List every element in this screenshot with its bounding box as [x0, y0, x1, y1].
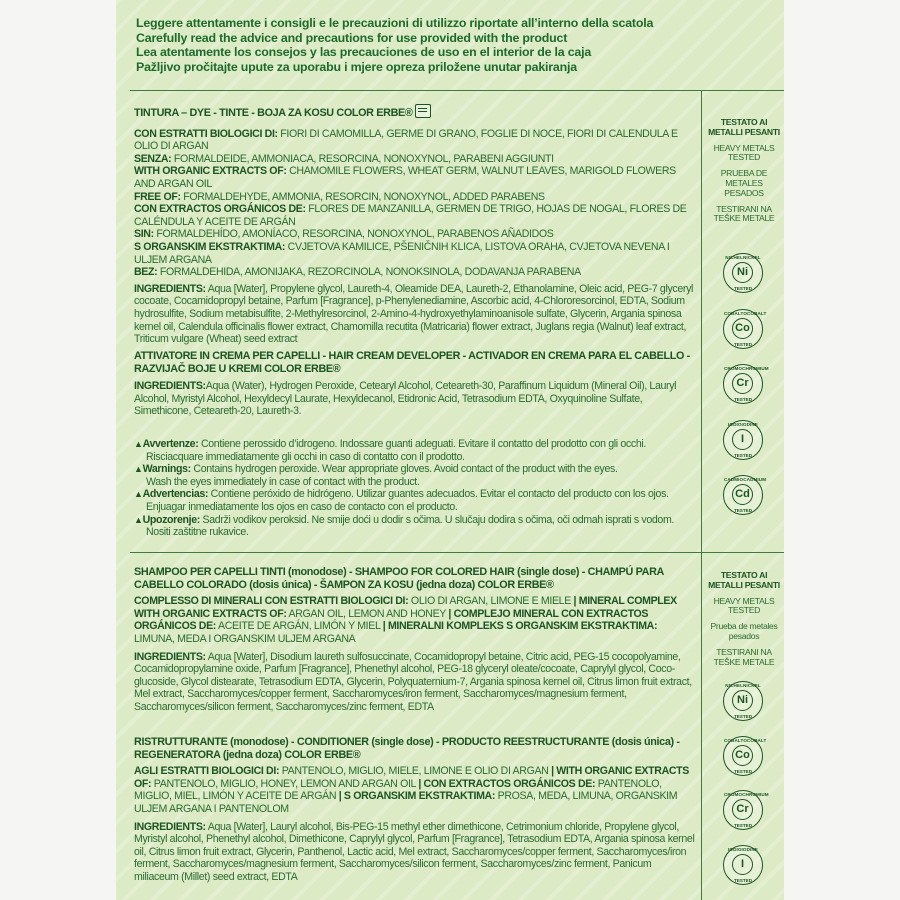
heavy-metals-panel-top — [706, 118, 782, 230]
seal-arc-text: IODIOIODINE — [728, 422, 758, 427]
warning-text-cont: Wash the eyes immediately in case of contact with the product. — [146, 475, 420, 488]
shampoo-complex-label: | COMPLEJO MINERAL CON EXTRACTOS ORGÁNICOS DE: — [134, 607, 649, 633]
heavy-metals-en: HEAVY METALS TESTED — [713, 595, 775, 616]
seal-arc-text: IODIOIODINE — [728, 847, 758, 852]
nickel-tested-seal — [723, 681, 763, 721]
header-line-hr: Pažljivo pročitajte upute za uporabu i mjere opreza priložene unutar pakiranja — [136, 59, 577, 74]
seal-tested-text: TESTED — [733, 714, 753, 719]
conditioner-extract-label: | S ORGANSKIM EKSTRAKTIMA: — [338, 790, 496, 803]
dye-line-label: FREE OF: — [134, 190, 181, 203]
dye-line-text: CHAMOMILE FLOWERS, WHEAT GERM, WALNUT LEAVES, MARIGOLD FLOWERS AND ARGAN OIL — [134, 165, 676, 190]
seal-tested-text: TESTED — [733, 769, 753, 774]
seal-arc-text: COBALTOCOBALT — [724, 738, 767, 743]
warning-text-cont: Enjuagar inmediatamente los ojos en caso de contacto con el producto. — [146, 500, 458, 513]
dye-line-text: FORMALDEHÍDO, AMONÍACO, RESORCINA, NONOXYNOL, PARABENOS AÑADIDOS — [153, 228, 554, 241]
conditioner-extract-label: | WITH ORGANIC EXTRACTS OF: — [134, 765, 690, 790]
seal-symbol: I — [732, 429, 753, 450]
warning-text-cont: Nositi zaštitne rukavice. — [146, 526, 249, 539]
seal-symbol: Co — [732, 745, 753, 766]
conditioner-section — [134, 736, 698, 887]
dye-line-label: SENZA: — [134, 152, 172, 165]
warning-label: Avvertenze: — [142, 437, 199, 450]
header-line-es: Lea atentamente los consejos y las precauciones de uso en el interior de la caja — [136, 45, 592, 59]
seal-tested-text: TESTED — [733, 397, 753, 402]
warning-text: Contains hydrogen peroxide. Wear appropriate gloves. Avoid contact of the product with the eyes. — [190, 463, 618, 476]
seal-symbol: Ni — [732, 690, 753, 711]
shampoo-ingredients-label: INGREDIENTS: — [134, 650, 206, 663]
developer-ingredients-label: INGREDIENTS: — [134, 380, 206, 393]
warning-label: Warnings: — [142, 463, 191, 476]
heavy-metals-en: HEAVY METALS TESTED — [713, 142, 775, 163]
dye-ingredients: Aqua [Water], Propylene glycol, Laureth-4, Oleamide DEA, Laureth-2, Ethanolamine, Oleic acid, PEG-7 glyceryl cocoate, Cocamidopropyl betaine, Parfum [Fragrance], p-Phenylenediamine, Ascorbic acid, 4-Chlororesorcinol, EDTA, Sodium hydrosulfite, Sodium metabisulfite, 2-Methylresorcinol, 2-Amino-4-hydroxyethylaminoanisole sulfate, Glycerin, Argania spinosa kernel oil, Calendula officinalis flower extract, Chamomilla recutita (Matricaria) flower extract, Juglans regia (Walnut) leaf extract, Triticum vulgare (Wheat) seed extract — [134, 282, 694, 346]
conditioner-extract-label: | CON EXTRACTOS ORGÁNICOS DE: — [418, 777, 596, 790]
conditioner-extract-label: AGLI ESTRATTI BIOLOGICI DI: — [134, 765, 280, 778]
warning-icon: ▲ — [134, 438, 143, 449]
heavy-metals-panel-bottom — [706, 571, 782, 673]
label-panel — [116, 0, 784, 900]
warning-text: Contiene perossido d’idrogeno. Indossare guanti adeguati. Evitare il contatto del prodotto con gli occhi. — [198, 437, 646, 450]
dye-ingredients-label: INGREDIENTS: — [134, 282, 206, 295]
seal-symbol: Cd — [732, 484, 753, 505]
seal-symbol: Cr — [732, 373, 753, 394]
seal-arc-text: NICHELNICKEL — [725, 255, 761, 260]
shampoo-complex-label: | MINERAL COMPLEX WITH ORGANIC EXTRACTS OF: — [134, 595, 677, 620]
seal-tested-text: TESTED — [733, 878, 753, 883]
conditioner-ingredients-label: INGREDIENTS: — [134, 820, 206, 833]
heavy-metals-hr: TESTIRANI NA TEŠKE METALE — [713, 203, 775, 224]
conditioner-ingredients: Aqua [Water], Lauryl alcohol, Bis-PEG-15 methyl ether dimethicone, Cetrimonium chloride, Propylene glycol, Myristyl alcohol, Phenethyl alcohol, Dimethicone, Caprylyl glycol, Parfum [Fragrance], Tetrasodium EDTA, Argania spinosa kernel oil, Citrus limon fruit extract, Glycerin, Panthenol, Lactic acid, Mel extract, Saccharomyces/copper ferment, Saccharomyces/iron ferment, Saccharomyces/magnesium ferment, Saccharomyces/silicon ferment, Saccharomyces/zinc ferment, Panicum miliaceum (Millet) seed extract, EDTA — [134, 820, 695, 883]
shampoo-complex-text: LIMUNA, MEDA I ORGANSKIM ULJEM ARGANA — [134, 632, 356, 645]
heavy-metals-es: PRUEBA DE METALES PESADOS — [720, 168, 768, 198]
heavy-metals-title: TESTATO AI METALLI PESANTI — [708, 570, 780, 590]
dye-line-label: S ORGANSKIM EKSTRAKTIMA: — [134, 240, 286, 253]
seal-tested-text: TESTED — [733, 286, 753, 291]
dye-line-text: CVJETOVA KAMILICE, PŠENIČNIH KLICA, LISTOVA ORAHA, CVJETOVA NEVENA I ULJEM ARGANA — [134, 240, 670, 266]
dye-line-text: FIORI DI CAMOMILLA, GERME DI GRANO, FOGLIE DI NOCE, FIORI DI CALENDULA E OLIO DI ARGAN — [134, 127, 678, 153]
seal-tested-text: TESTED — [733, 453, 753, 458]
warnings-block — [134, 438, 698, 539]
chromium-tested-seal — [723, 790, 769, 830]
cadmium-tested-seal — [723, 475, 767, 515]
conditioner-extract-text: PANTENOLO, MIGLIO, HONEY, LEMON AND ARGAN OIL — [151, 777, 419, 790]
dye-line-label: CON EXTRACTOS ORGÁNICOS DE: — [134, 203, 306, 216]
nickel-tested-seal — [723, 253, 763, 293]
shampoo-title: SHAMPOO PER CAPELLI TINTI (monodose) - SHAMPOO FOR COLORED HAIR (single dose) - CHAMPÚ PARA CABELLO COLORADO (dosis única) - ŠAMPON ZA KOSU (jedna doza) COLOR ERBE® — [134, 566, 664, 591]
developer-title: ATTIVATORE IN CREMA PER CAPELLI - HAIR CREAM DEVELOPER - ACTIVADOR EN CREMA PARA EL CABELLO - RAZVIJAČ BOJE U KREMI COLOR ERBE® — [134, 350, 690, 375]
seal-arc-text: NICHELNICKEL — [725, 683, 761, 688]
seal-arc-text: CROMOCHROMIUM — [724, 366, 769, 371]
warning-text: Sadrži vodikov peroksid. Ne smije doći u dodir s očima. U slučaju dodira s očima, oči odmah isprati s vodom. — [199, 513, 675, 526]
warning-label: Advertencias: — [142, 488, 209, 501]
dye-line-label: BEZ: — [134, 266, 158, 279]
conditioner-extract-text: PANTENOLO, MIGLIO, MIELE, LIMONE E OLIO DI ARGAN — [279, 765, 552, 778]
box-middle-rule — [130, 552, 784, 553]
heavy-metals-title: TESTATO AI METALLI PESANTI — [708, 117, 780, 137]
developer-section — [134, 350, 698, 539]
seal-arc-text: CADMIOCADMIUM — [724, 477, 767, 482]
shampoo-complex-label: | MINERALNI KOMPLEKS S ORGANSKIM EKSTRAKTIMA: — [382, 620, 658, 633]
seal-arc-text: CROMOCHROMIUM — [724, 792, 769, 797]
header-line-it: Leggere attentamente i consigli e le precauzioni di utilizzo riportate all’interno della scatola — [136, 16, 654, 30]
seal-tested-text: TESTED — [733, 823, 753, 828]
warning-text-cont: Risciacquare immediatamente gli occhi in caso di contatto con il prodotto. — [146, 450, 465, 463]
conditioner-title: RISTRUTTURANTE (monodose) - CONDITIONER (single dose) - PRODUCTO REESTRUCTURANTE (dosis única) - REGENERATORA (jedna doza) COLOR ERBE® — [134, 736, 680, 761]
dye-title: TINTURA – DYE - TINTE - BOJA ZA KOSU COLOR ERBE® — [134, 107, 413, 119]
dye-line-label: SIN: — [134, 228, 154, 241]
seal-tested-text: TESTED — [733, 508, 753, 513]
seal-arc-text: COBALTOCOBALT — [724, 311, 767, 316]
box-top-rule — [130, 90, 784, 91]
warning-label: Upozorenje: — [142, 513, 200, 526]
dye-line-text: FORMALDEHIDA, AMONIJAKA, REZORCINOLA, NONOKSINOLA, DODAVANJA PARABENA — [157, 266, 581, 279]
shampoo-section — [134, 566, 698, 717]
dye-section — [134, 104, 698, 349]
conditioner-extract-text: PROSA, MEDA, LIMUNA, ORGANSKIM ULJEM ARGANA I PANTENOLOM — [134, 790, 678, 815]
cobalt-tested-seal — [723, 309, 767, 349]
iodine-tested-seal — [723, 420, 763, 460]
dye-line-label: CON ESTRATTI BIOLOGICI DI: — [134, 127, 278, 140]
box-icon — [415, 104, 431, 118]
seal-symbol: Co — [732, 318, 753, 339]
shampoo-complex-text: ARGAN OIL, LEMON AND HONEY — [286, 607, 449, 620]
heavy-metals-hr: TESTIRANI NA TEŠKE METALE — [713, 646, 775, 667]
shampoo-complex-text: ACEITE DE ARGÁN, LIMÓN Y MIEL — [215, 620, 383, 633]
header-line-en: Carefully read the advice and precautions for use provided with the product — [136, 30, 568, 45]
warning-icon: ▲ — [134, 514, 143, 525]
dye-line-text: FORMALDEIDE, AMMONIACA, RESORCINA, NONOXYNOL, PARABENI AGGIUNTI — [171, 152, 554, 165]
seal-symbol: Ni — [732, 262, 753, 283]
warning-icon: ▲ — [134, 464, 143, 475]
shampoo-complex-label: COMPLESSO DI MINERALI CON ESTRATTI BIOLOGICI DI: — [134, 595, 409, 608]
dye-line-text: FLORES DE MANZANILLA, GERMEN DE TRIGO, HOJAS DE NOGAL, FLORES DE CALÉNDULA Y ACEITE DE ARGÁN — [134, 203, 687, 228]
warning-text: Contiene peróxido de hidrógeno. Utilizar guantes adecuados. Evitar el contacto del producto con los ojos. — [208, 488, 669, 501]
seal-symbol: Cr — [732, 799, 753, 820]
dye-line-text: FORMALDEHYDE, AMMONIA, RESORCIN, NONOXYNOL, ADDED PARABENS — [180, 190, 545, 203]
conditioner-extract-text: PANTENOLO, MIGLIO, MIEL, LIMÓN Y ACEITE DE ARGÁN — [134, 777, 662, 803]
seal-symbol: I — [732, 854, 753, 875]
shampoo-complex-text: OLIO DI ARGAN, LIMONE E MIELE — [408, 595, 574, 608]
shampoo-ingredients: Aqua [Water], Disodium laureth sulfosuccinate, Cocamidopropyl betaine, Citric acid, PEG-15 cocopolyamine, Cocamidopropylamine oxide, Parfum [Fragrance], Phenethyl alcohol, PEG-18 glyceryl oleate/cocoate, Caprylyl glycol, Coco-glucoside, Glycol distearate, Tetrasodium EDTA, Glycerin, Polyquaternium-7, Argania spinosa kernel oil, Citrus limon fruit extract, Mel extract, Saccharomyces/copper ferment, Saccharomyces/iron ferment, Saccharomyces/magnesium ferment, Saccharomyces/silicon ferment, Saccharomyces/zinc ferment, EDTA — [134, 650, 692, 713]
cobalt-tested-seal — [723, 736, 767, 776]
chromium-tested-seal — [723, 364, 769, 404]
developer-ingredients: Aqua (Water), Hydrogen Peroxide, Cetearyl Alcohol, Ceteareth-30, Paraffinum Liquidum (Mineral Oil), Lauryl Alcohol, Myristyl Alcohol, Hexyldecyl Laurate, Hexyldecanol, Etidronic Acid, Tetrasodium EDTA, Oxyquinoline Sulfate, Simethicone, Ceteareth-20, Laureth-3. — [134, 380, 677, 418]
precautions-header — [136, 16, 736, 74]
side-divider — [701, 90, 702, 900]
iodine-tested-seal — [723, 845, 763, 885]
warning-icon: ▲ — [134, 489, 143, 500]
dye-line-label: WITH ORGANIC EXTRACTS OF: — [134, 165, 287, 178]
heavy-metals-es: Prueba de metales pesados — [710, 621, 778, 641]
seal-tested-text: TESTED — [733, 342, 753, 347]
